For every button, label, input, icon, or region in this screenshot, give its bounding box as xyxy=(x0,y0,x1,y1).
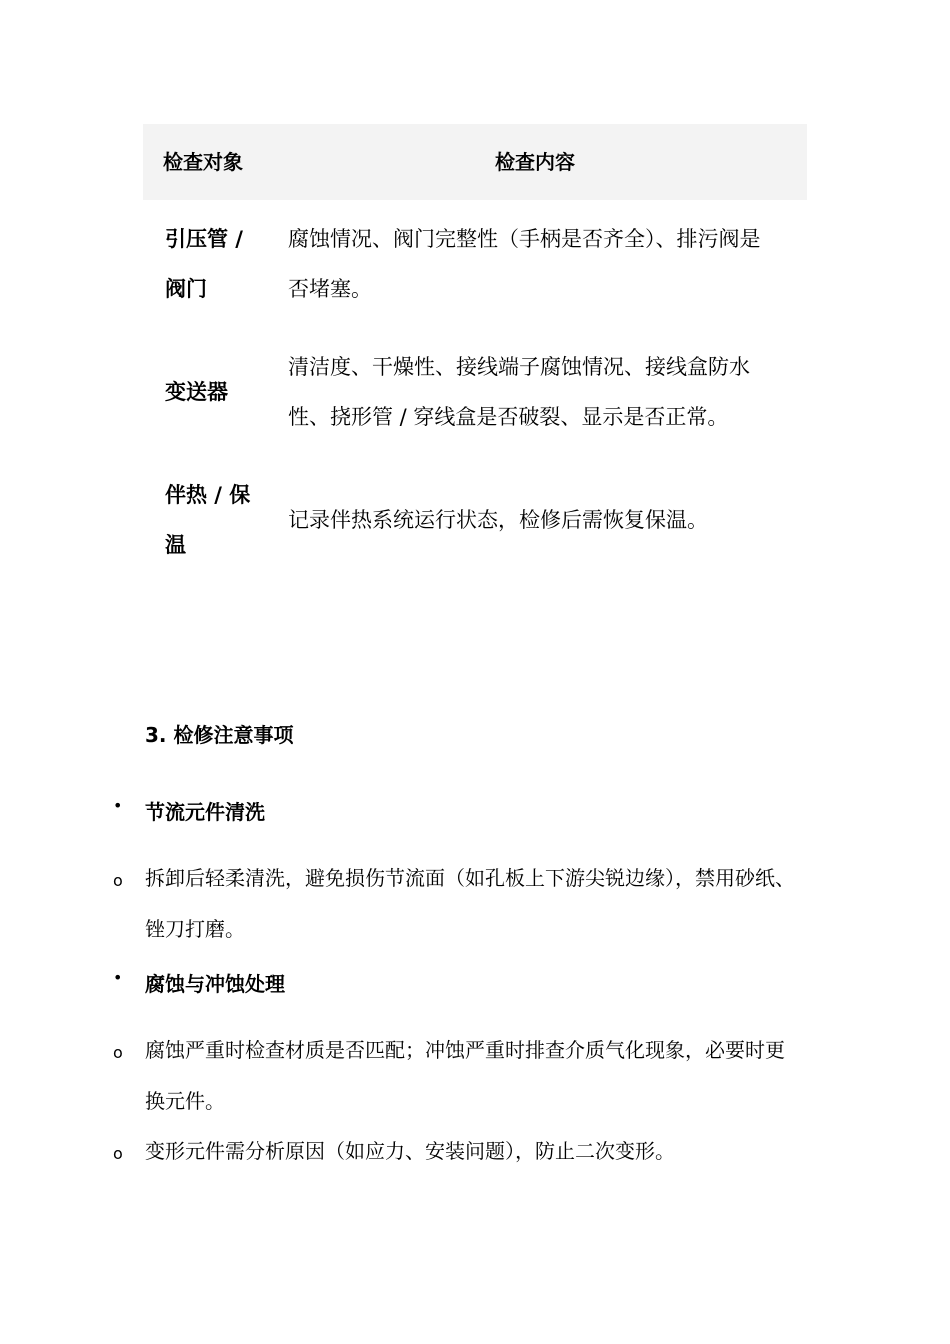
sub-marker: o xyxy=(113,1043,123,1062)
sub-marker: o xyxy=(113,871,123,890)
row-content: 记录伴热系统运行状态，检修后需恢复保温。 xyxy=(288,508,708,532)
bullet-title: 腐蚀与冲蚀处理 xyxy=(145,972,285,996)
inspection-table xyxy=(143,124,807,584)
table-header-row xyxy=(143,124,807,200)
row-content: 清洁度、干燥性、接线端子腐蚀情况、接线盒防水性、挠形管 / 穿线盒是否破裂、显示是否正常。 xyxy=(288,355,750,429)
row-content: 腐蚀情况、阀门完整性（手柄是否齐全）、排污阀是否堵塞。 xyxy=(288,227,761,301)
row-object: 伴热 / 保温 xyxy=(165,483,251,557)
sub-marker: o xyxy=(113,1144,123,1163)
sub-item-text: 拆卸后轻柔清洗，避免损伤节流面（如孔板上下游尖锐边缘），禁用砂纸、锉刀打磨。 xyxy=(145,866,795,941)
table-row xyxy=(143,200,807,328)
bullet-marker: • xyxy=(113,968,123,987)
section-heading: 3. 检修注意事项 xyxy=(145,723,294,747)
sub-item-text: 腐蚀严重时检查材质是否匹配；冲蚀严重时排查介质气化现象，必要时更换元件。 xyxy=(145,1038,785,1113)
bullet-title: 节流元件清洗 xyxy=(145,800,265,824)
header-object: 检查对象 xyxy=(143,124,263,200)
row-object: 变送器 xyxy=(165,380,228,404)
header-content: 检查内容 xyxy=(263,124,807,200)
table-row xyxy=(143,328,807,456)
bullet-marker: • xyxy=(113,796,123,815)
row-object: 引压管 / 阀门 xyxy=(165,227,243,301)
table-row xyxy=(143,456,807,584)
sub-item-text: 变形元件需分析原因（如应力、安装问题），防止二次变形。 xyxy=(145,1139,675,1163)
